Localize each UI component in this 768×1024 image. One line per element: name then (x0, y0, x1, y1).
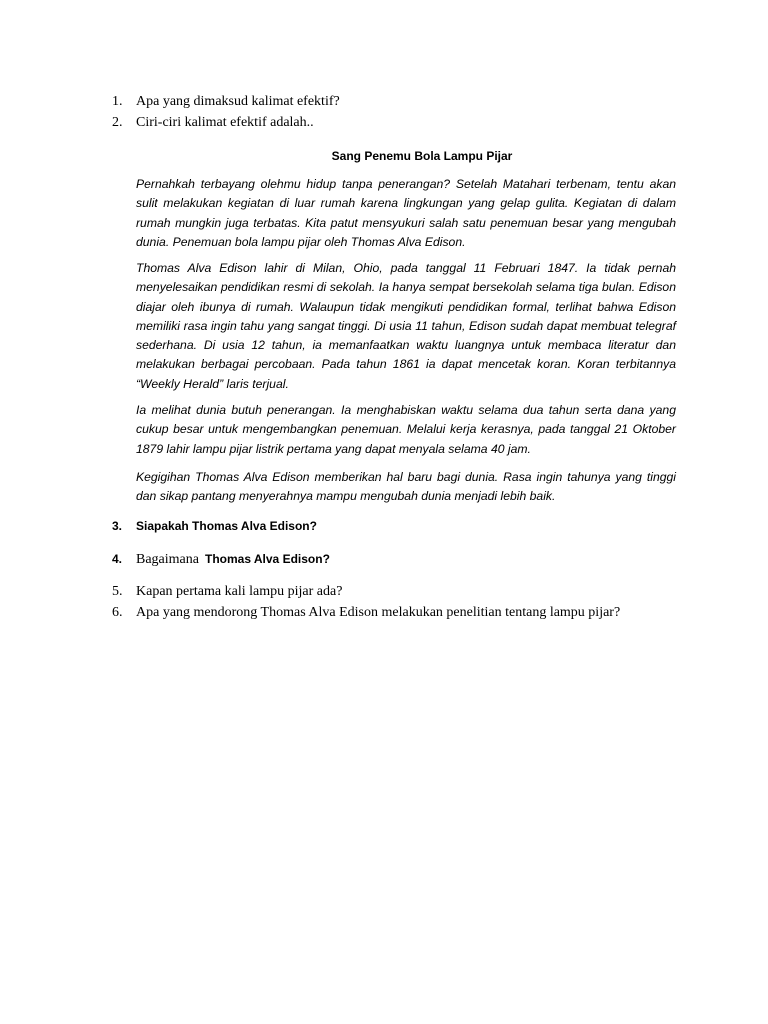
article-paragraph-1: Pernahkah terbayang olehmu hidup tanpa penerangan? Setelah Matahari terbenam, tentu akan sulit melakukan kegiatan di luar rumah karena lingkungan yang gelap gulita. Kegiatan di dalam rumah mungkin juga terbatas. Kita patut mensyukuri salah satu penemuan besar yang mengubah dunia. Penemuan bola lampu pijar oleh Thomas Alva Edison. (136, 177, 676, 249)
question-number: 2. (112, 115, 123, 130)
question-2 (112, 114, 314, 132)
question-text: Siapakah Thomas Alva Edison? (136, 519, 317, 533)
article-paragraph-3: Ia melihat dunia butuh penerangan. Ia menghabiskan waktu selama dua tahun serta dana yang cukup besar untuk mengembangkan penemuan. Melalui kerja kerasnya, pada tanggal 21 Oktober 1879 lahir lampu pijar listrik pertama yang dapat menyala selama 40 jam. (136, 403, 676, 456)
question-number: 5. (112, 584, 123, 599)
question-3 (112, 517, 317, 535)
question-text: Bagaimana (136, 552, 199, 567)
question-text: Kapan pertama kali lampu pijar ada? (136, 584, 343, 599)
question-number: 6. (112, 605, 123, 620)
question-5 (112, 583, 342, 601)
question-text: Ciri-ciri kalimat efektif adalah.. (136, 115, 314, 130)
article-title: Sang Penemu Bola Lampu Pijar (331, 149, 513, 163)
question-number: 1. (112, 94, 123, 109)
question-1 (112, 93, 340, 111)
question-number: 3. (112, 519, 123, 533)
question-6 (112, 604, 620, 622)
question-text: Apa yang mendorong Thomas Alva Edison melakukan penelitian tentang lampu pijar? (136, 605, 621, 620)
question-number: 4. (112, 552, 123, 566)
question-text-bold: Thomas Alva Edison? (204, 552, 330, 566)
question-4 (112, 550, 330, 569)
article-paragraph-4: Kegigihan Thomas Alva Edison memberikan hal baru bagi dunia. Rasa ingin tahunya yang tinggi dan sikap pantang menyerahnya mampu mengubah dunia menjadi lebih baik. (136, 470, 676, 504)
question-text: Apa yang dimaksud kalimat efektif? (136, 94, 340, 109)
article-paragraph-2: Thomas Alva Edison lahir di Milan, Ohio, pada tanggal 11 Februari 1847. Ia tidak pernah menyelesaikan pendidikan resmi di sekolah. Ia hanya sempat bersekolah selama tiga bulan. Edison diajar oleh ibunya di rumah. Walaupun tidak mengikuti pendidikan formal, terlihat bahwa Edison memiliki rasa ingin tahu yang sangat tinggi. Di usia 11 tahun, Edison sudah dapat membuat telegraf sederhana. Di usia 12 tahun, ia memanfaatkan waktu luangnya untuk membaca literatur dan melakukan berbagai percobaan. Pada tahun 1861 ia dapat mencetak koran. Koran terbitannya “Weekly Herald” laris terjual. (136, 261, 676, 391)
